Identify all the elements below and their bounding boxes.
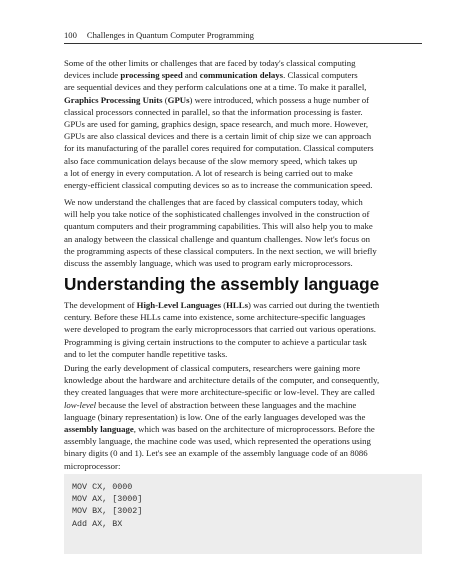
text-line: energy-efficient classical computing devices so as to increase the communication speed. bbox=[64, 180, 373, 191]
bold-term: Graphics Processing Units bbox=[64, 94, 163, 105]
text-line: for its manufacturing of the parallel cores required for computation. Classical computers bbox=[64, 143, 374, 154]
text-line: low-level because the level of abstraction between these languages and the machine bbox=[64, 399, 357, 410]
text-line: binary digits (0 and 1). Let's see an example of the assembly language code of an 8086 bbox=[64, 448, 368, 459]
code-line: MOV BX, [3002] bbox=[72, 506, 143, 517]
text-line: knowledge about the hardware and architecture details of the computer, and consequently, bbox=[64, 375, 380, 386]
bold-term: High-Level Languages bbox=[136, 300, 222, 310]
code-line: MOV AX, [3000] bbox=[72, 494, 143, 505]
paragraph-low-level-languages bbox=[64, 362, 422, 472]
text-line: they created languages that were more architecture-specific or low-level. They are called bbox=[64, 387, 375, 398]
italic-term: low-level bbox=[64, 399, 97, 410]
text-line: were developed to program the early microprocessors that carried out various operations. bbox=[64, 324, 376, 335]
code-line: Add AX, BX bbox=[72, 518, 123, 529]
text-line: Graphics Processing Units (GPUs) were introduced, which possess a huge number of bbox=[64, 94, 370, 105]
text-line: quantum computers and their programming capabilities. This will also help you to make bbox=[64, 221, 373, 232]
bold-term: GPUs bbox=[167, 94, 190, 105]
text-line: language (binary representation) is low. One of the early languages developed was the bbox=[64, 411, 366, 422]
paragraph-challenges-summary bbox=[64, 196, 422, 269]
text-line: classical processors connected in parallel, so that the information processing is faster. bbox=[64, 106, 363, 117]
section-heading: Understanding the assembly language bbox=[64, 274, 380, 294]
text-line: assembly language, the machine code was used, which represented the operations using bbox=[64, 436, 371, 447]
text-line: also face communication delays because of the slow memory speed, which takes up bbox=[64, 155, 358, 166]
text-line: a lot of energy in every computation. A lot of research is being carried out to make bbox=[64, 167, 353, 178]
text-line: discuss the assembly language, which was used to program early microprocessors. bbox=[64, 258, 353, 269]
text-line: will help you take notice of the sophisticated challenges involved in the construction of bbox=[64, 209, 370, 220]
running-header bbox=[64, 30, 422, 41]
text-line: are sequential devices and they perform calculations one at a time. To make it parallel, bbox=[64, 82, 367, 93]
text-line: GPUs are also classical devices and there is a certain limit of chip size we can approach bbox=[64, 131, 372, 142]
text-line: and to let the computer handle repetitive tasks. bbox=[64, 348, 228, 359]
bold-term: HLLs bbox=[226, 300, 249, 310]
code-block bbox=[64, 474, 422, 554]
text-line: devices include processing speed and communication delays. Classical computers bbox=[64, 70, 358, 81]
text-line: We now understand the challenges that are faced by classical computers today, which bbox=[64, 197, 363, 207]
paragraph-classical-limits bbox=[64, 57, 422, 191]
text-line: During the early development of classical computers, researchers were gaining more bbox=[64, 363, 361, 373]
text-line: microprocessor: bbox=[64, 460, 121, 471]
text-line: Programming is giving certain instructions to the computer to achieve a particular task bbox=[64, 336, 367, 347]
text-line: Some of the other limits or challenges that are faced by today's classical computing bbox=[64, 58, 356, 68]
text-line: century. Before these HLLs came into existence, some architecture-specific languages bbox=[64, 312, 366, 323]
bold-term: communication delays bbox=[199, 70, 284, 81]
running-title: Challenges in Quantum Computer Programming bbox=[86, 30, 254, 40]
code-line: MOV CX, 0000 bbox=[72, 482, 133, 492]
text-line: an analogy between the classical challenge and quantum challenges. Now let's focus on bbox=[64, 233, 371, 244]
text-line: the programming aspects of these classical computers. In the next section, we will briefly bbox=[64, 245, 377, 256]
bold-term: processing speed bbox=[120, 70, 183, 81]
text-line: assembly language, which was based on the architecture of microprocessors. Before the bbox=[64, 424, 375, 435]
bold-term: assembly language bbox=[64, 424, 134, 435]
paragraph-hll-intro bbox=[64, 299, 422, 360]
text-line: GPUs are used for gaming, graphics design, space research, and much more. However, bbox=[64, 119, 369, 130]
page-number: 100 bbox=[64, 30, 77, 40]
header-rule bbox=[64, 43, 422, 44]
text-line: The development of High-Level Languages (HLLs) was carried out during the twentieth bbox=[64, 300, 380, 310]
